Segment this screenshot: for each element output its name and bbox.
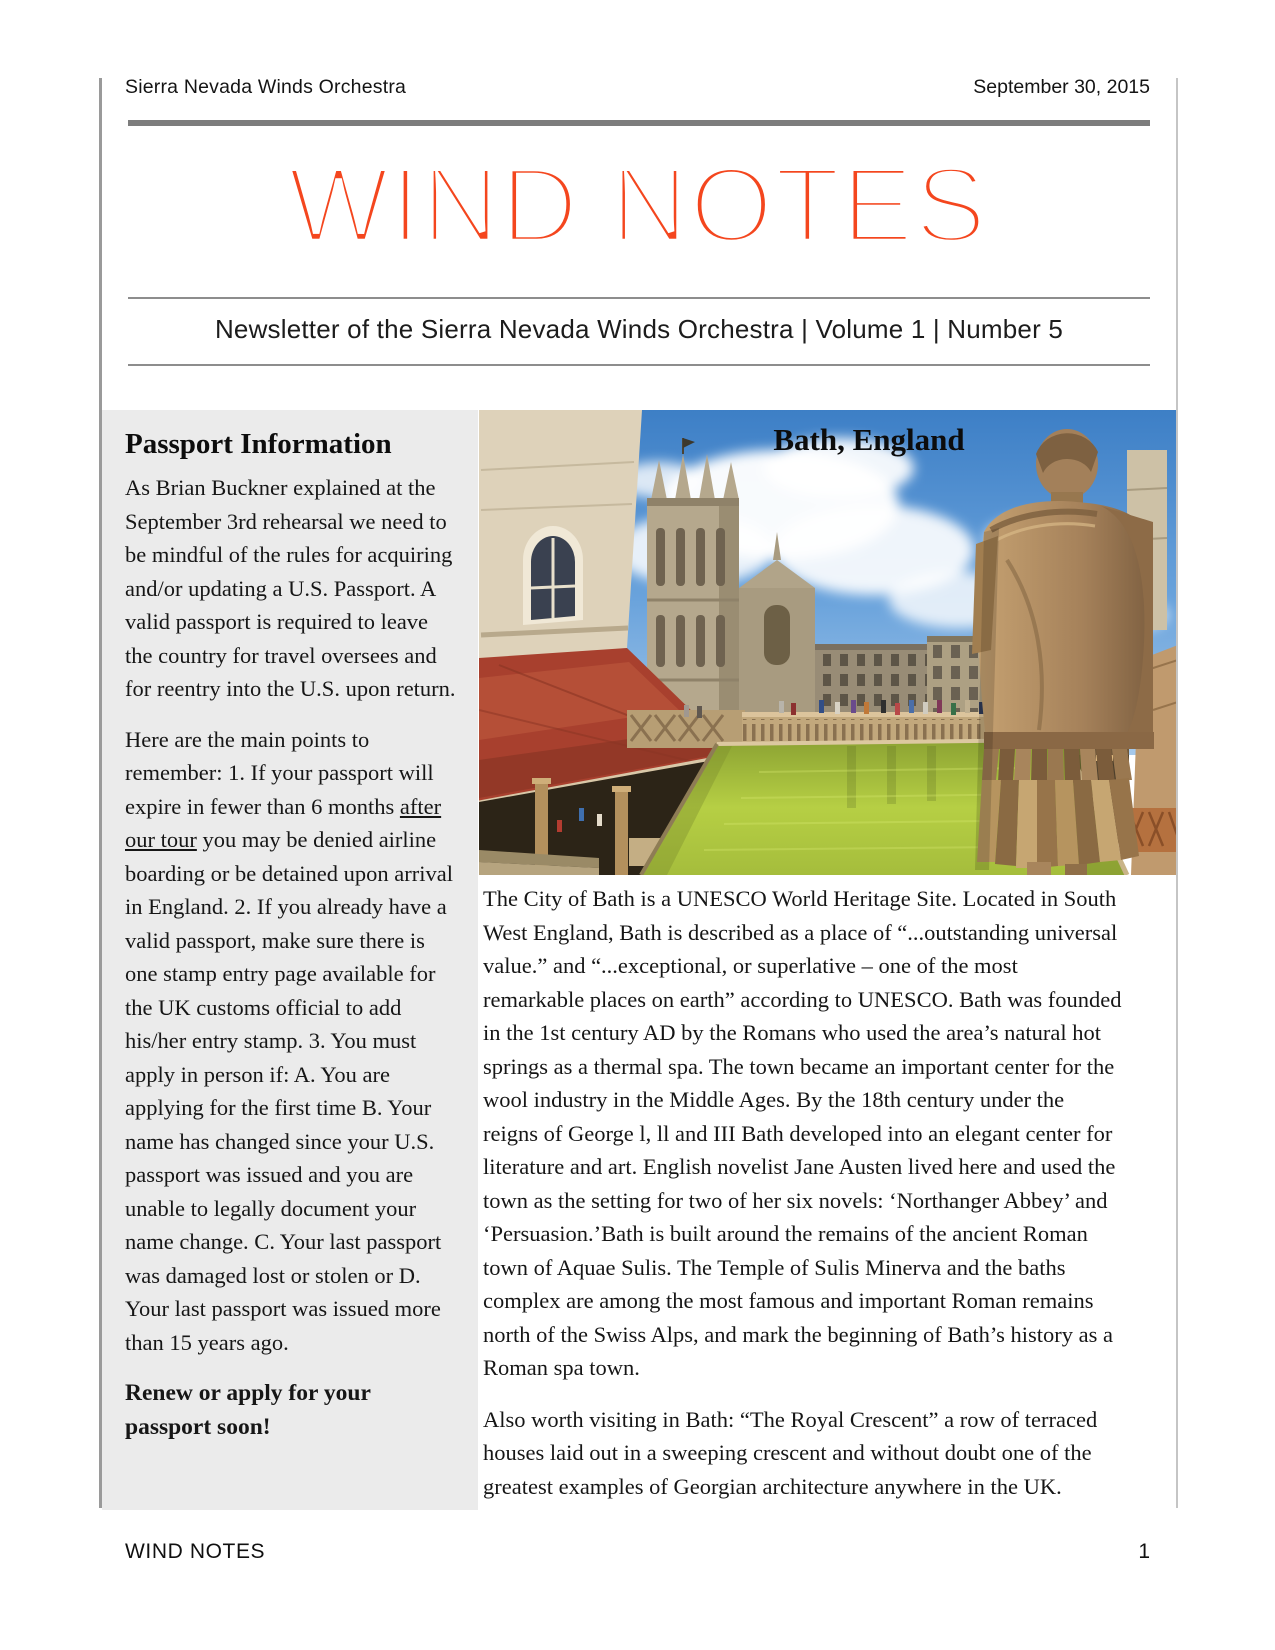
subtitle-rule-bottom <box>128 364 1150 366</box>
page-border-right <box>1176 78 1178 1508</box>
header-organization: Sierra Nevada Winds Orchestra <box>125 76 407 98</box>
footer-title: WIND NOTES <box>125 1540 266 1563</box>
feature-paragraph-1: The City of Bath is a UNESCO World Heritage Site. Located in South West England, Bath is described as a place of “...outstanding universal value.” and “...exceptional, or superlative – one of the most remarkable places on earth” according to UNESCO. Bath was founded in the 1st century AD by the Romans who used the area’s natural hot springs as a thermal spa. The town became an important center for the wool industry in the Middle Ages. By the 18th century under the reigns of George l, ll and III Bath developed into an elegant center for literature and art. English novelist Jane Austen lived here and used the town as the setting for two of her six novels: ‘Northanger Abbey’ and ‘Persuasion.’Bath is built around the remains of the ancient Roman town of Aquae Sulis. The Temple of Sulis Minerva and the baths complex are among the most famous and important Roman remains north of the Swiss Alps, and mark the beginning of Bath’s history as a Roman spa town. <box>483 886 1122 1380</box>
newsletter-title: WIND NOTES <box>287 144 988 265</box>
sidebar-paragraph-1: As Brian Buckner explained at the September 3rd rehearsal we need to be mindful of the rules for acquiring and/or updating a U.S. Passport. A valid passport is required to leave the country for travel oversees and for reentry into the U.S. upon return. <box>125 475 456 701</box>
bath-photo <box>479 410 1178 875</box>
photo-caption: Bath, England <box>773 422 965 457</box>
sidebar-paragraph-2 <box>125 723 458 1360</box>
sidebar-heading: Passport Information <box>125 428 392 460</box>
footer-page-number: 1 <box>1138 1540 1150 1563</box>
header-rule <box>128 120 1150 126</box>
sidebar-passport-article <box>102 410 478 1510</box>
feature-article <box>483 882 1123 1521</box>
sidebar-paragraph-2-underlined: after our tour <box>125 793 442 852</box>
sidebar-paragraph-2-before: Here are the main points to remember: 1. If your passport will expire in fewer than 6 months <box>125 726 434 819</box>
newsletter-subtitle: Newsletter of the Sierra Nevada Winds Orchestra | Volume 1 | Number 5 <box>214 314 1064 344</box>
sidebar-paragraph-2-after: you may be denied airline boarding or be detained upon arrival in England. 2. If you already have a valid passport, make sure there is one stamp entry page available for the UK customs official to add his/her entry stamp. 3. You must apply in person if: A. You are applying for the first time B. Your name has changed since your U.S. passport was issued and you are unable to legally document your name change. C. Your last passport was damaged lost or stolen or D. Your last passport was issued more than 15 years ago. <box>125 827 454 1355</box>
bath-photo-art <box>479 410 1178 875</box>
left-facade <box>479 410 642 662</box>
sidebar-closing-bold: Renew or apply for your passport soon! <box>125 1380 371 1440</box>
subtitle-rule-top <box>128 297 1150 299</box>
page-border-left <box>99 78 102 1508</box>
header-date: September 30, 2015 <box>973 76 1150 98</box>
feature-paragraph-2: Also worth visiting in Bath: “The Royal Crescent” a row of terraced houses laid out in a sweeping crescent and without doubt one of the greatest examples of Georgian architecture anywhere in the UK. <box>483 1406 1098 1499</box>
